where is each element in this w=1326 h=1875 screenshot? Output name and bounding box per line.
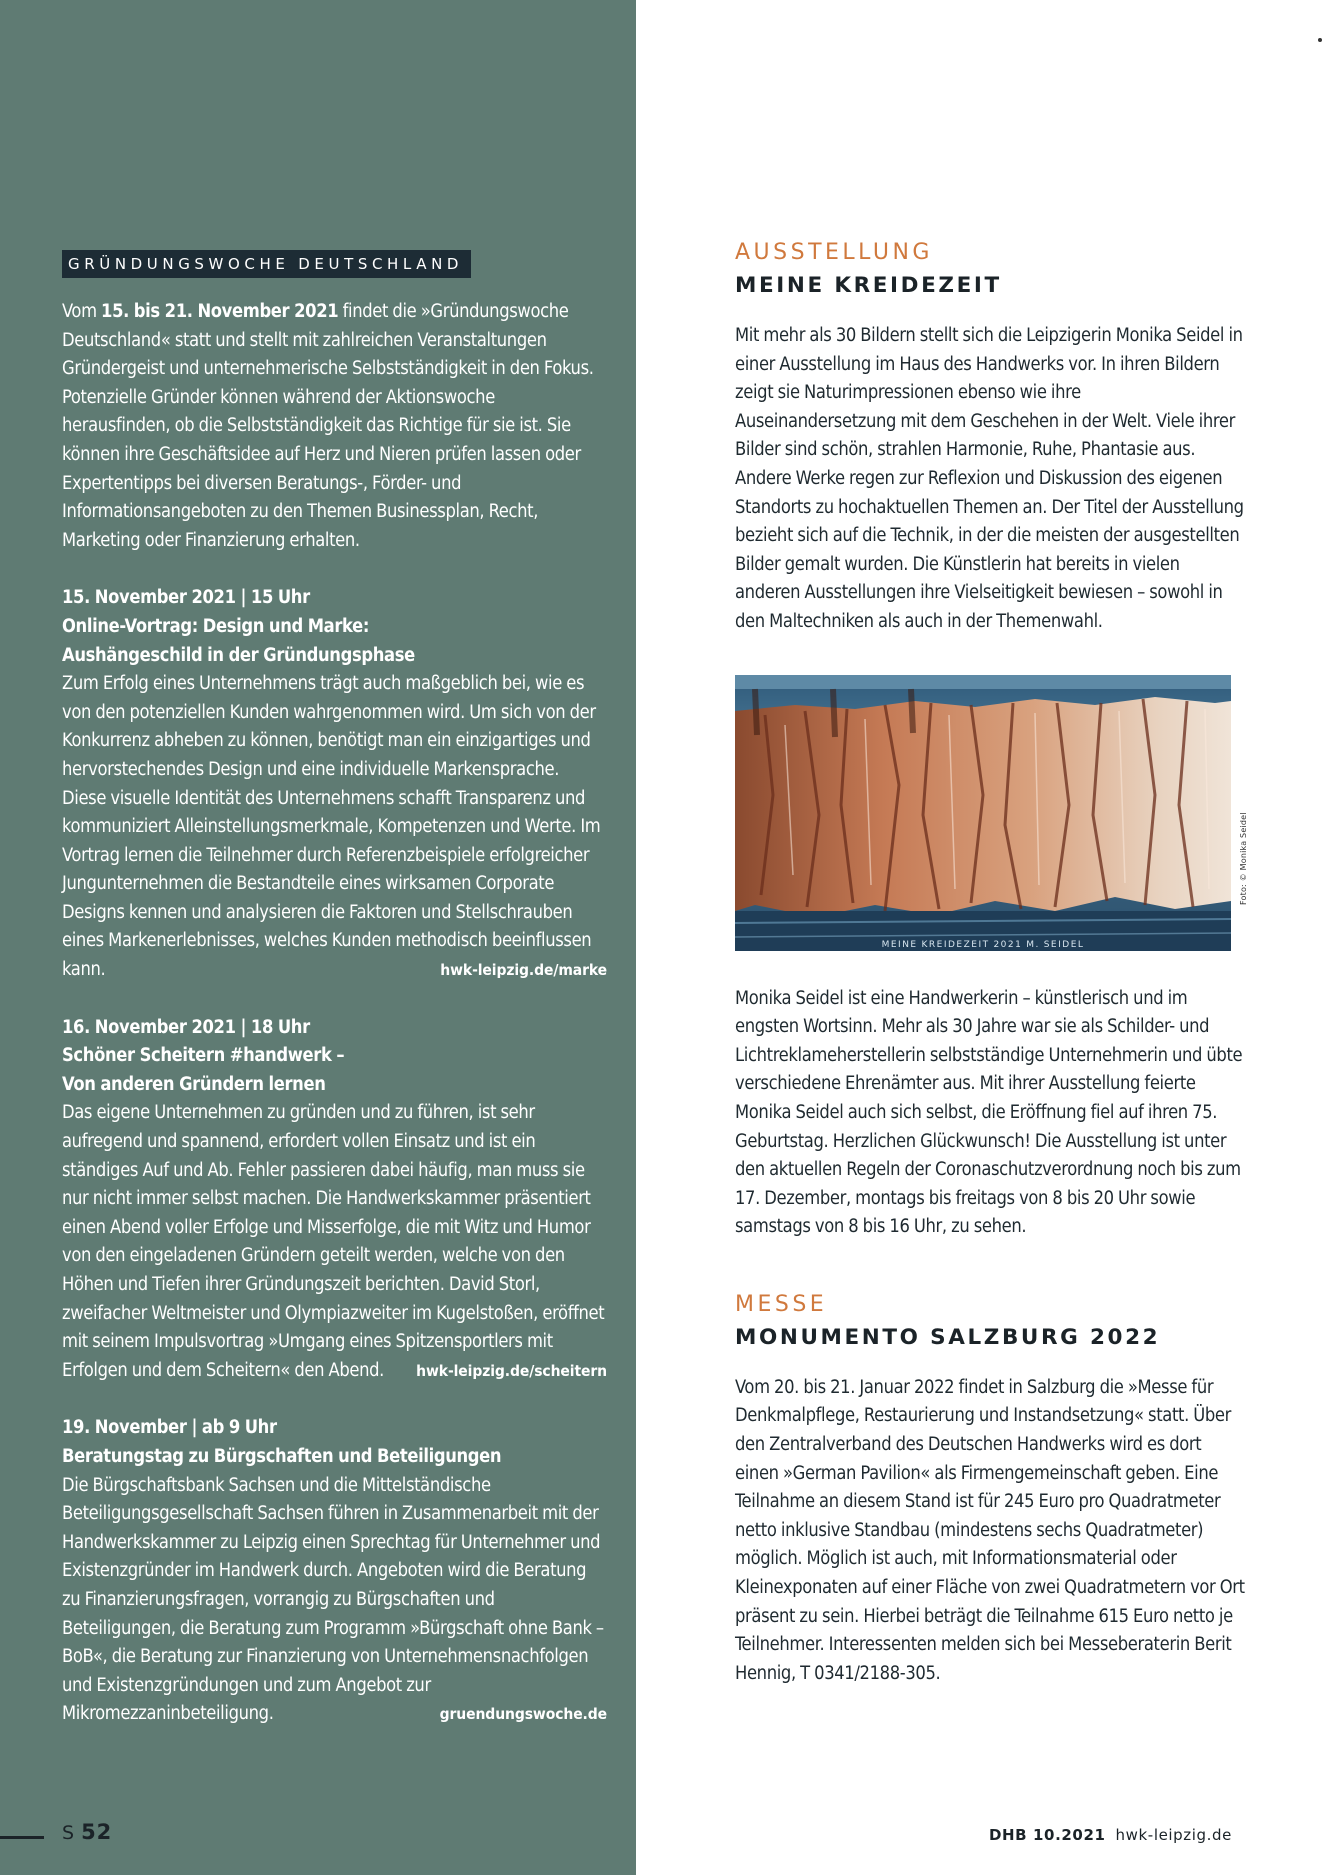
ausstellung-paragraph-2: Monika Seidel ist eine Handwerkerin – künstlerisch und im engsten Wortsinn. Mehr als 30 Jahre war sie als Schilder- und Lichtreklameherstellerin selbstständige Unternehmerin und übte verschiedene Ehrenämter aus. Mit ihrer Ausstellung feierte Monika Seidel auch sich selbst, die Eröffnung fiel auf ihren 75. Geburtstag. Herzlichen Glückwunsch! Die Ausstellung ist unter den aktuellen Regeln der Coronaschutzverordnung noch bis zum 17. Dezember, montags bis freitags von 8 bis 20 Uhr sowie samstags von 8 bis 16 Uhr, zu sehen.: [735, 987, 1243, 1238]
section-kicker-ausstellung: AUSSTELLUNG: [735, 240, 933, 265]
footer-site-link[interactable]: hwk-leipzig.de: [1115, 1826, 1232, 1844]
event-subtitle: Von anderen Gründern lernen: [62, 1073, 326, 1095]
footer-issue: [989, 1826, 1232, 1844]
page-prefix: S: [62, 1822, 76, 1844]
event-design-marke: [62, 584, 607, 984]
section-kicker-gruendungswoche: GRÜNDUNGSWOCHE DEUTSCHLAND: [62, 250, 471, 278]
messe-section: [735, 1292, 1245, 1689]
page-number-value: 52: [81, 1820, 113, 1844]
intro-paragraph: [62, 298, 607, 555]
intro-prefix: Vom: [62, 301, 102, 322]
event-body-text: Das eigene Unternehmen zu gründen und zu führen, ist sehr aufregend und spannend, erfordert vollen Einsatz und ist ein ständiges Auf und Ab. Fehler passieren dabei häufig, man muss sie nur nicht immer selbst machen. Die Handwerkskammer präsentiert einen Abend voller Erfolge und Misserfolge, die mit Witz und Humor von den eingeladenen Gründern geteilt werden, welche von den Höhen und Tiefen ihrer Gründungszeit berichten. David Storl, zweifacher Weltmeister und Olympiazweiter im Kugelstoßen, eröffnet mit seinem Impulsvortrag »Umgang eines Spitzensportlers mit Erfolgen und dem Scheitern« den Abend.: [62, 1102, 605, 1381]
photo-credit: Foto: © Monika Seidel: [1239, 812, 1248, 905]
left-column: [62, 250, 607, 1729]
event-date: 16. November 2021 | 18 Uhr: [62, 1016, 310, 1038]
event-title: Online-Vortrag: Design und Marke:: [62, 615, 370, 637]
event-date: 19. November | ab 9 Uhr: [62, 1417, 277, 1439]
corner-mark: [1318, 38, 1322, 42]
event-subtitle: Aushängeschild in der Gründungsphase: [62, 644, 415, 666]
section-title-kreidezeit: MEINE KREIDEZEIT: [735, 273, 1002, 298]
event-body: [62, 670, 607, 985]
artwork-signature: MEINE KREIDEZEIT 2021 M. SEIDEL: [881, 939, 1085, 950]
section-kicker-messe: MESSE: [735, 1291, 828, 1317]
event-body-text: Die Bürgschaftsbank Sachsen und die Mittelständische Beteiligungsgesellschaft Sachsen führen in Zusammenarbeit mit der Handwerkskammer zu Leipzig einen Sprechtag für Unternehmer und Existenzgründer im Handwerk durch. Angeboten wird die Beratung zu Finanzierungsfragen, vorrangig zu Bürgschaften und Beteiligungen, die Beratung zum Programm »Bürgschaft ohne Bank – BoB«, die Beratung zur Finanzierung von Unternehmensnachfolgen und Existenzgründungen und zum Angebot zur Mikromezzaninbeteiligung.: [62, 1474, 604, 1725]
issue-label: DHB 10.2021: [988, 1826, 1106, 1844]
event-date: 15. November 2021 | 15 Uhr: [62, 587, 310, 609]
event-link[interactable]: hwk-leipzig.de/marke: [440, 961, 607, 980]
event-body-text: Zum Erfolg eines Unternehmens trägt auch maßgeblich bei, wie es von den potenziellen Kunden wahrgenommen wird. Um sich von der Konkurrenz abheben zu können, benötigt man ein einzigartiges und hervorstechendes Design und eine individuelle Markensprache. Diese visuelle Identität des Unternehmens schafft Transparenz und kommuniziert Alleinstellungsmerkmale, Kompetenzen und Werte. Im Vortrag lernen die Teilnehmer durch Referenzbeispiele erfolgreicher Jungunternehmen die Bestandteile eines wirksamen Corporate Designs kennen und analysieren die Faktoren und Stellschrauben eines Markenerlebnisses, welches Kunden methodisch beeinflussen kann.: [62, 673, 601, 981]
ausstellung-paragraph-1: Mit mehr als 30 Bildern stellt sich die Leipzigerin Monika Seidel in einer Ausstellung im Haus des Handwerks vor. In ihren Bildern zeigt sie Naturimpressionen ebenso wie ihre Auseinandersetzung mit dem Geschehen in der Welt. Viele ihrer Bilder sind schön, strahlen Harmonie, Ruhe, Phantasie aus. Andere Werke regen zur Reflexion und Diskussion des eigenen Standorts zu hochaktuellen Themen an. Der Titel der Ausstellung bezieht sich auf die Technik, in der die meisten der ausgestellten Bilder gemalt wurden. Die Künstlerin hat bereits in vielen anderen Ausstellungen ihre Vielseitigkeit bewiesen – sowohl in den Maltechniken als auch in der Themenwahl.: [735, 325, 1244, 632]
intro-date: 15. bis 21. November 2021: [101, 301, 339, 322]
event-link[interactable]: hwk-leipzig.de/scheitern: [416, 1361, 607, 1380]
event-body: [62, 1099, 607, 1385]
messe-paragraph: Vom 20. bis 21. Januar 2022 findet in Salzburg die »Messe für Denkmalpflege, Restaurierung und Instandsetzung« statt. Über den Zentralverband des Deutschen Handwerks wird es dort einen »German Pavilion« als Firmengemeinschaft geben. Eine Teilnahme an diesem Stand ist für 245 Euro pro Quadratmeter netto inklusive Standbau (mindestens sechs Quadratmeter) möglich. Möglich ist auch, mit Informationsmaterial oder Kleinexponaten auf einer Fläche von zwei Quadratmetern vor Ort präsent zu sein. Hierbei beträgt die Teilnahme 615 Euro netto je Teilnehmer. Interessenten melden sich bei Messeberaterin Berit Hennig, T 0341/2188-305.: [735, 1376, 1245, 1684]
event-title: Schöner Scheitern #handwerk –: [62, 1045, 345, 1067]
page-number: [62, 1820, 112, 1844]
event-link[interactable]: gruendungswoche.de: [439, 1705, 607, 1724]
artwork-image: [735, 675, 1231, 951]
section-title-monumento: MONUMENTO SALZBURG 2022: [735, 1324, 1161, 1350]
artwork-painting: [735, 675, 1231, 951]
footer-rule: [0, 1836, 44, 1839]
right-column: [735, 240, 1245, 1688]
event-beratungstag: [62, 1414, 607, 1729]
event-body: [62, 1472, 607, 1729]
event-title: Beratungstag zu Bürgschaften und Beteiligungen: [62, 1445, 502, 1467]
event-schoener-scheitern: [62, 1014, 607, 1386]
intro-rest: findet die »Gründungswoche Deutschland« statt und stellt mit zahlreichen Veranstaltungen Gründergeist und unternehmerische Selbstständigkeit in den Fokus. Potenzielle Gründer können während der Aktionswoche herausfinden, ob die Selbstständigkeit das Richtige für sie ist. Sie können ihre Geschäftsidee auf Herz und Nieren prüfen lassen oder Expertentipps bei diversen Beratungs-, Förder- und Informationsangeboten zu den Themen Businessplan, Recht, Marketing oder Finanzierung erhalten.: [62, 301, 594, 551]
